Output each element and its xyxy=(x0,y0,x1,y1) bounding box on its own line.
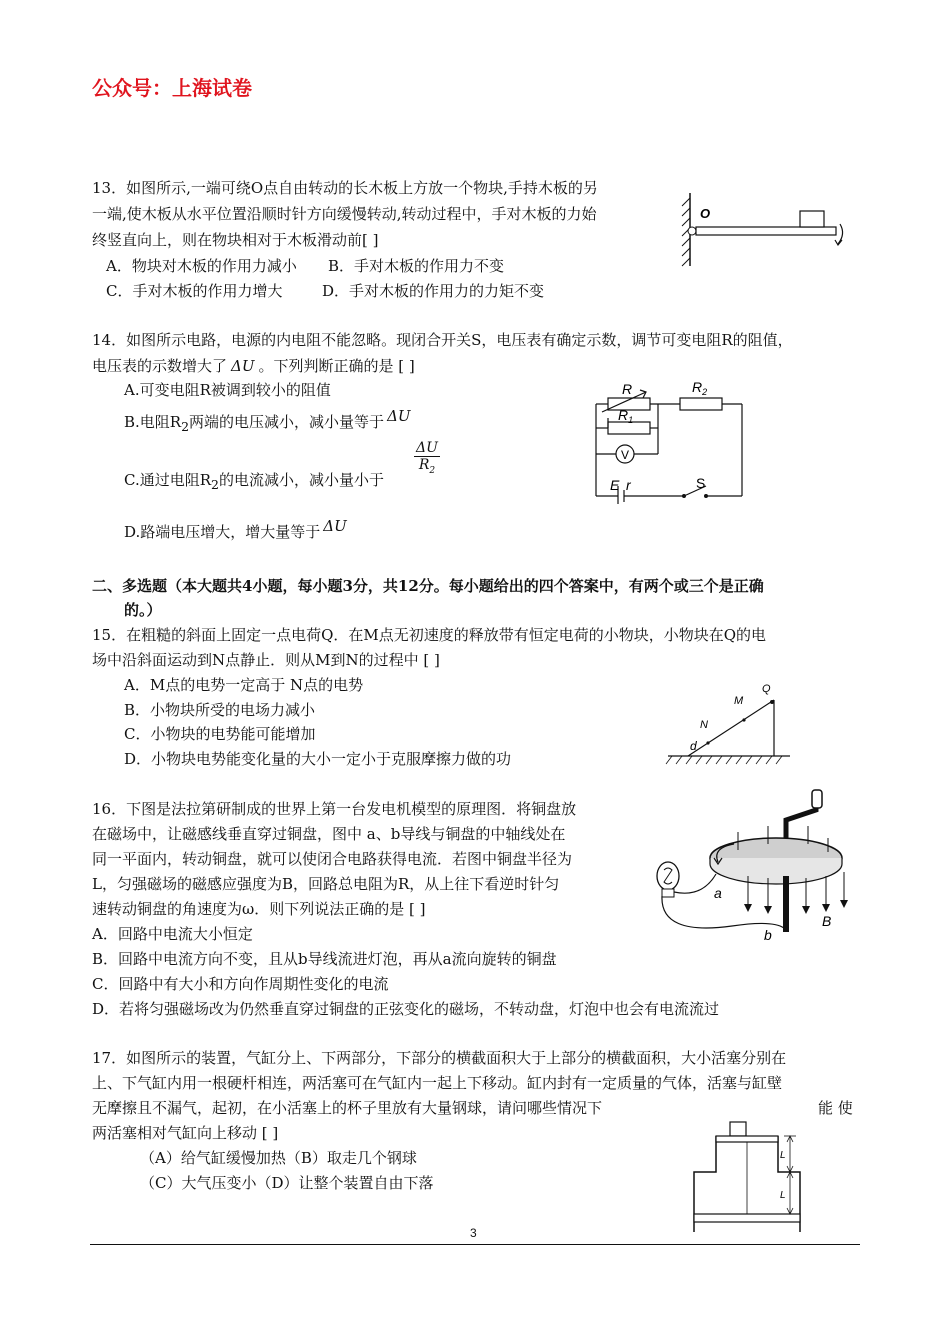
q17-line3-pre: 无摩擦且不漏气，起初，在小活塞上的杯子里放有大量钢球，请问哪些情况下 xyxy=(92,1099,603,1117)
q17-line3-post: 能 使 xyxy=(818,1099,853,1117)
svg-text:b: b xyxy=(764,927,772,943)
q13-line2: 一端,使木板从水平位置沿顺时针方向缓慢转动,转动过程中，手对木板的力始 xyxy=(92,205,597,223)
q15-incline-figure xyxy=(664,676,794,768)
section2-heading-line1: 二、多选题（本大题共4小题，每小题3分，共12分。每小题给出的四个答案中，有两个或三个是正确 xyxy=(92,577,764,595)
q17-line2: 上、下气缸内用一根硬杆相连，两活塞可在气缸内一起上下移动。缸内封有一定质量的气体，活塞与缸壁 xyxy=(92,1074,783,1092)
q13-option-b: B．手对木板的作用力不变 xyxy=(328,257,505,275)
q13-fig-o-label: O xyxy=(700,206,711,221)
q14-circuit-figure xyxy=(588,372,748,504)
q16-line3: 同一平面内，转动铜盘，就可以使闭合电路获得电流．若图中铜盘半径为 xyxy=(92,850,573,868)
q16-option-a: A．回路中电流大小恒定 xyxy=(92,925,253,943)
footer-divider xyxy=(90,1244,860,1245)
q13-option-d: D．手对木板的作用力的力矩不变 xyxy=(322,282,545,300)
q15-option-c: C．小物块的电势能可能增加 xyxy=(124,725,316,743)
q16-line1: 16．下图是法拉第研制成的世界上第一台发电机模型的原理图．将铜盘放 xyxy=(92,800,577,818)
q14-delta-u: ΔU xyxy=(231,357,255,375)
q15-option-b: B．小物块所受的电场力减小 xyxy=(124,701,316,719)
svg-text:B: B xyxy=(822,913,832,929)
svg-text:S: S xyxy=(696,475,706,491)
q16-line5: 速转动铜盘的角速度为ω．则下列说法正确的是 [ ] xyxy=(92,900,426,918)
q17-cylinder-figure xyxy=(686,1118,806,1236)
svg-text:E: E xyxy=(610,477,620,493)
q16-line2: 在磁场中，让磁感线垂直穿过铜盘，图中 a、b导线与铜盘的中轴线处在 xyxy=(92,825,566,843)
svg-text:L: L xyxy=(780,1150,786,1161)
q16-option-b: B．回路中电流方向不变，且从b导线流进灯泡，再从a流向旋转的铜盘 xyxy=(92,950,557,968)
svg-text:Q: Q xyxy=(762,683,771,695)
q14-option-a: A.可变电阻R被调到较小的阻值 xyxy=(124,381,331,399)
q16-line4: L，匀强磁场的磁感应强度为B，回路总电阻为R，从上往下看逆时针匀 xyxy=(92,875,560,893)
header-title: 公众号：上海试卷 xyxy=(92,76,252,100)
q13-line1: 13．如图所示,一端可绕O点自由转动的长木板上方放一个物块,手持木板的另 xyxy=(92,179,598,197)
q16-faraday-disk-figure xyxy=(652,786,852,944)
svg-text:L: L xyxy=(780,1190,786,1201)
q14-option-d: D.路端电压增大，增大量等于 ΔU xyxy=(124,517,347,541)
q14-fraction: $\frac{\Delta U}{R_2}$ xyxy=(416,440,438,476)
q14-option-b: B.电阻$R_2$两端的电压减小，减小量等于 ΔU xyxy=(124,407,411,434)
q14-line2: 电压表的示数增大了 ΔU 。下列判断正确的是 [ ] xyxy=(92,357,415,375)
q15-line1: 15．在粗糙的斜面上固定一点电荷Q．在M点无初速度的释放带有恒定电荷的小物块，小物块在Q的电 xyxy=(92,626,767,644)
q13-option-c: C．手对木板的作用力增大 xyxy=(106,282,283,300)
q16-option-c: C．回路中有大小和方向作周期性变化的电流 xyxy=(92,975,389,993)
svg-text:d: d xyxy=(690,739,697,753)
svg-text:R1: $R_1$ xyxy=(618,407,634,425)
page-number: 3 xyxy=(470,1226,477,1240)
q17-line4: 两活塞相对气缸向上移动 [ ] xyxy=(92,1124,279,1142)
svg-text:R2: $R_2$ xyxy=(692,379,708,397)
q13-line3: 终竖直向上，则在物块相对于木板滑动前[ ] xyxy=(92,231,379,249)
svg-text:R: R xyxy=(622,381,633,397)
q17-line1: 17．如图所示的装置，气缸分上、下两部分，下部分的横截面积大于上部分的横截面积，大小活塞分别在 xyxy=(92,1049,787,1067)
q16-option-d: D．若将匀强磁场改为仍然垂直穿过铜盘的正弦变化的磁场，不转动盘，灯泡中也会有电流流过 xyxy=(92,1000,720,1018)
q15-option-a: A．M点的电势一定高于 N点的电势 xyxy=(124,676,364,694)
svg-text:r: r xyxy=(626,477,631,493)
section2-heading-line2: 的。） xyxy=(124,601,162,619)
q14-option-c: C.通过电阻$R_2$的电流减小，减小量小于 xyxy=(124,471,384,492)
q13-lever-figure xyxy=(670,188,860,270)
q15-line2: 场中沿斜面运动到N点静止．则从M到N的过程中 [ ] xyxy=(92,651,440,669)
svg-text:M: M xyxy=(734,695,744,707)
q13-option-a: A．物块对木板的作用力减小 xyxy=(106,257,297,275)
svg-text:a: a xyxy=(714,885,722,901)
q14-line1: 14．如图所示电路，电源的内电阻不能忽略。现闭合开关S，电压表有确定示数，调节可变电阻R的阻值， xyxy=(92,331,793,349)
q15-option-d: D．小物块电势能变化量的大小一定小于克服摩擦力做的功 xyxy=(124,750,512,768)
q17-options-ab: （A）给气缸缓慢加热（B）取走几个钢球 xyxy=(140,1149,417,1167)
svg-text:N: N xyxy=(700,719,708,731)
q17-options-cd: （C）大气压变小（D）让整个装置自由下落 xyxy=(140,1174,434,1192)
svg-text:V: V xyxy=(621,448,630,462)
